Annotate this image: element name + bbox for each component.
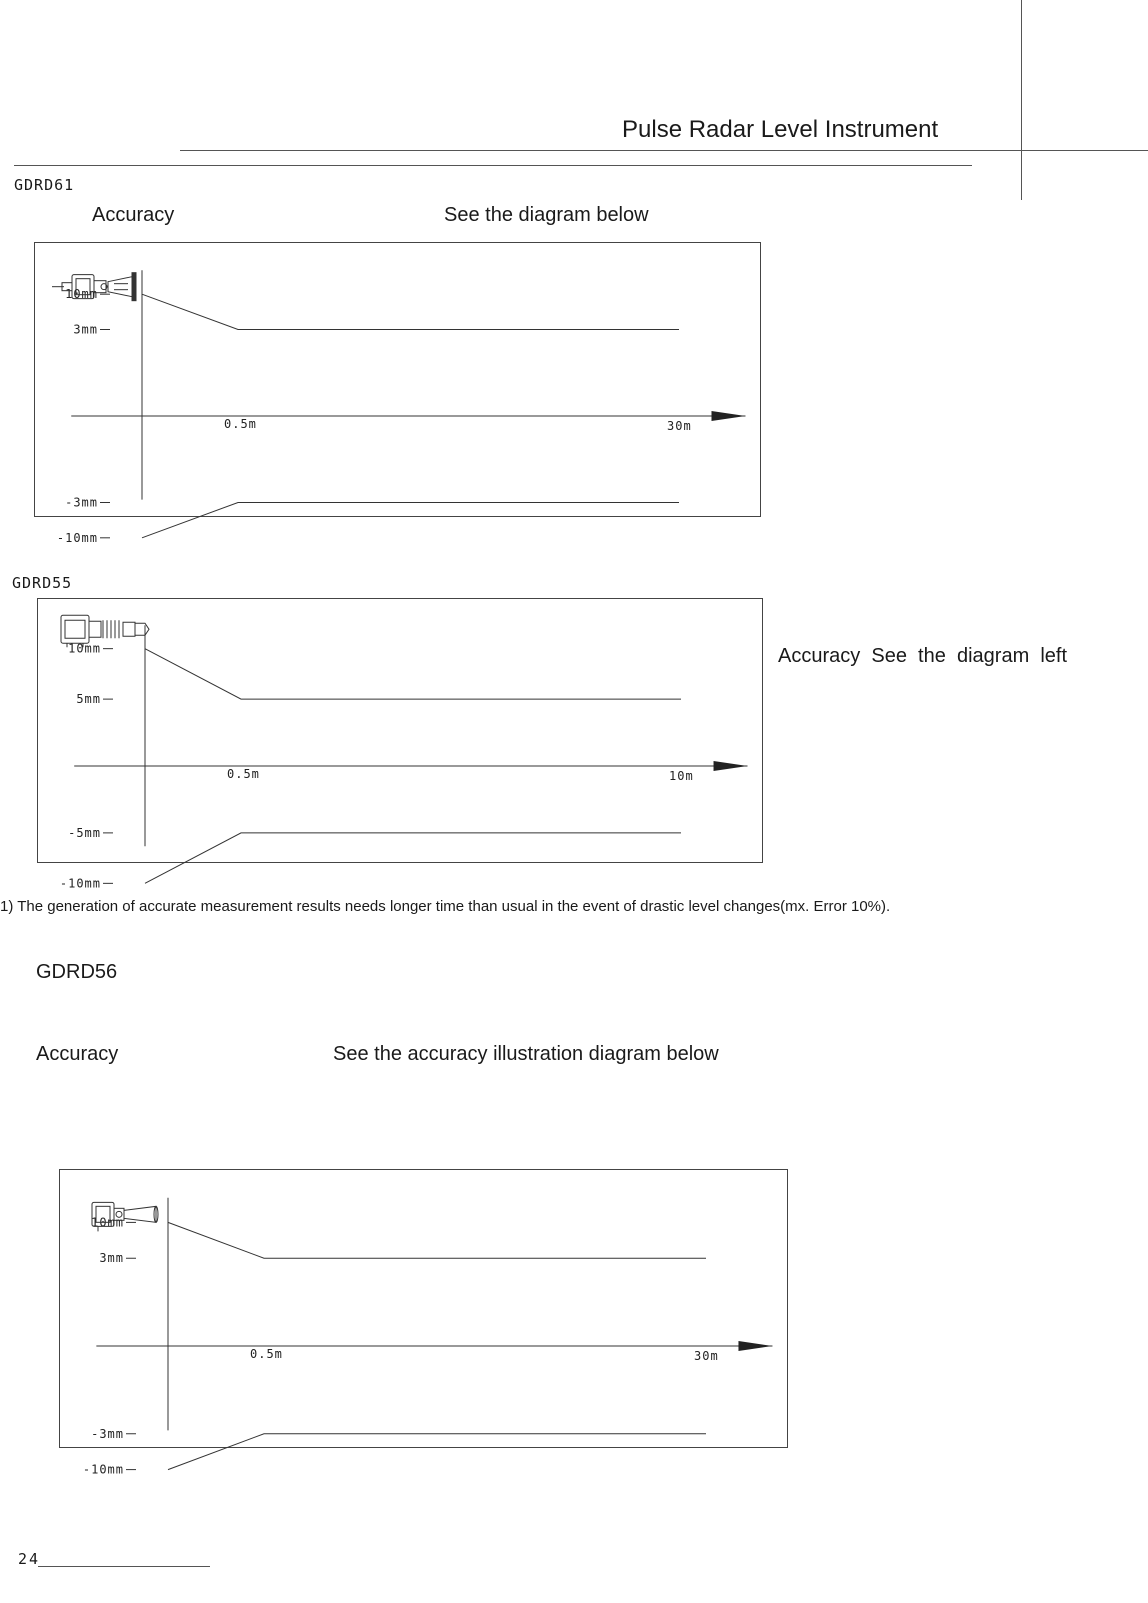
upper-tolerance-line: [168, 1222, 706, 1258]
y-tick-label: 5mm: [76, 692, 101, 707]
lower-tolerance-line: [168, 1434, 706, 1470]
x-label-knee: 0.5m: [224, 417, 257, 431]
y-tick-label: -10mm: [82, 1462, 124, 1477]
y-tick-label: 3mm: [73, 322, 98, 337]
header-rule-top: [180, 150, 1148, 151]
y-tick-label: -3mm: [91, 1426, 124, 1441]
header-rule-bottom: [14, 165, 972, 166]
accuracy-text-gdrd56: See the accuracy illustration diagram below: [333, 1043, 719, 1065]
chart-canvas: [38, 599, 762, 891]
accuracy-chart-gdrd61: [34, 242, 761, 545]
y-tick-label: 10mm: [91, 1215, 124, 1230]
upper-tolerance-line: [142, 294, 679, 329]
accuracy-text-gdrd61: See the diagram below: [444, 204, 649, 226]
y-tick-label: -3mm: [65, 495, 98, 510]
accuracy-label-gdrd61: Accuracy: [92, 204, 175, 226]
x-label-end: 10m: [669, 769, 694, 783]
y-tick-label: -5mm: [68, 825, 101, 840]
y-tick-label: 3mm: [99, 1251, 124, 1266]
axis-arrow: [714, 761, 748, 771]
accuracy-text-gdrd55: Accuracy See the diagram left: [778, 645, 1068, 667]
accuracy-chart-gdrd55: [37, 598, 763, 891]
lower-tolerance-line: [145, 833, 681, 883]
y-tick-label: -10mm: [59, 876, 101, 891]
axis-arrow: [738, 1341, 772, 1351]
page-number-rule: [38, 1566, 210, 1567]
chart-canvas: [60, 1170, 787, 1477]
model-gdrd55: GDRD55: [12, 574, 73, 592]
axis-arrow: [712, 411, 746, 421]
footnote: 1) The generation of accurate measurement results needs longer time than usual in the event of drastic level changes(mx. Error 10%).: [0, 898, 891, 915]
x-label-knee: 0.5m: [227, 767, 260, 781]
accuracy-label-gdrd56: Accuracy: [36, 1043, 119, 1065]
x-label-knee: 0.5m: [250, 1347, 283, 1361]
chart-canvas: [35, 243, 760, 545]
x-label-end: 30m: [667, 419, 692, 433]
header-rule-vertical: [1021, 0, 1022, 200]
y-tick-label: 10mm: [68, 641, 101, 656]
page-title: Pulse Radar Level Instrument: [622, 116, 939, 143]
upper-tolerance-line: [145, 649, 681, 699]
model-gdrd61: GDRD61: [14, 176, 75, 194]
x-label-end: 30m: [694, 1349, 719, 1363]
lower-tolerance-line: [142, 502, 679, 537]
page-number: 24: [18, 1550, 41, 1568]
model-gdrd56: GDRD56: [36, 961, 118, 983]
y-tick-label: 10mm: [65, 287, 98, 302]
y-tick-label: -10mm: [56, 530, 98, 545]
accuracy-chart-gdrd56: [59, 1169, 788, 1477]
